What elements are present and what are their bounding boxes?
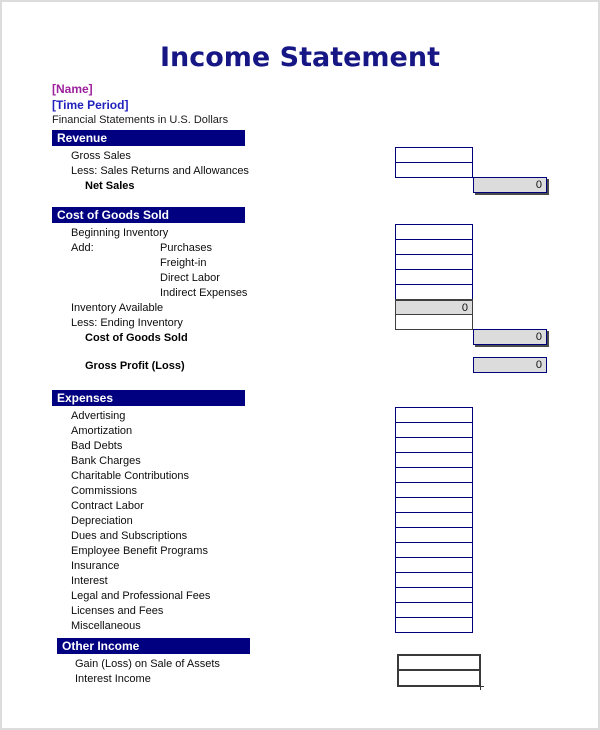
expense-label: Bank Charges [71,455,141,467]
beginning-inventory-input-cell[interactable] [395,224,473,240]
name-placeholder-cell[interactable]: [Name] [52,82,93,96]
expense-input-cell[interactable] [395,482,473,498]
row-label: Gross Sales [71,150,131,162]
freight-in-input-cell[interactable] [395,254,473,270]
section-header-cogs: Cost of Goods Sold [52,207,245,223]
sales-returns-input-cell[interactable] [395,162,473,178]
expense-input-cell[interactable] [395,407,473,423]
expense-input-cell[interactable] [395,452,473,468]
expense-input-cell[interactable] [395,422,473,438]
row-label: Add: [71,242,94,254]
section-header-expenses: Expenses [52,390,245,406]
expense-input-cell[interactable] [395,497,473,513]
row-label: Beginning Inventory [71,227,169,239]
indirect-expenses-input-cell[interactable] [395,284,473,300]
subtitle: Financial Statements in U.S. Dollars [52,114,229,126]
row-sublabel: Freight-in [160,257,207,269]
expense-input-cell[interactable] [395,437,473,453]
expense-input-cell[interactable] [395,542,473,558]
expense-input-cell[interactable] [395,617,473,633]
interest-income-input-cell[interactable] [399,671,479,685]
gross-profit-label: Gross Profit (Loss) [85,360,185,372]
row-label: Less: Ending Inventory [71,317,183,329]
gain-on-sale-input-cell[interactable] [399,656,479,669]
expense-label: Interest [71,575,108,587]
expense-label: Insurance [71,560,120,572]
expense-label: Amortization [71,425,133,437]
expense-label: Licenses and Fees [71,605,164,617]
purchases-input-cell[interactable] [395,239,473,255]
expense-label: Charitable Contributions [71,470,190,482]
expense-label: Advertising [71,410,126,422]
expense-label: Employee Benefit Programs [71,545,208,557]
row-sublabel: Direct Labor [160,272,220,284]
net-sales-total-cell: 0 [473,177,547,193]
direct-labor-input-cell[interactable] [395,269,473,285]
expense-input-cell[interactable] [395,572,473,588]
gross-sales-input-cell[interactable] [395,147,473,163]
expense-label: Dues and Subscriptions [71,530,188,542]
row-label: Gain (Loss) on Sale of Assets [75,658,220,670]
section-header-other-income: Other Income [57,638,250,654]
expense-input-cell[interactable] [395,467,473,483]
inventory-available-total-cell: 0 [395,299,473,315]
row-sublabel: Indirect Expenses [160,287,248,299]
page-title: Income Statement [159,42,441,73]
time-period-placeholder-cell[interactable]: [Time Period] [52,98,129,112]
row-sublabel: Purchases [160,242,212,254]
expense-label: Commissions [71,485,138,497]
row-label-total: Cost of Goods Sold [85,332,188,344]
expense-input-cell[interactable] [395,602,473,618]
expense-input-cell[interactable] [395,557,473,573]
other-income-cell-group [397,654,481,687]
row-label: Interest Income [75,673,151,685]
cogs-total-cell: 0 [473,329,547,345]
expense-label: Legal and Professional Fees [71,590,211,602]
row-label-total: Net Sales [85,180,135,192]
expense-label-clipped: Miscellaneous [71,620,141,629]
row-label: Less: Sales Returns and Allowances [71,165,249,177]
expense-label: Contract Labor [71,500,144,512]
expense-label: Bad Debts [71,440,123,452]
ending-inventory-input-cell[interactable] [395,314,473,330]
expense-input-cell[interactable] [395,527,473,543]
expense-input-cell[interactable] [395,587,473,603]
cell-selection-handle-mark [477,683,484,690]
expense-input-cell[interactable] [395,512,473,528]
row-label: Inventory Available [71,302,164,314]
expense-label: Depreciation [71,515,133,527]
gross-profit-total-cell: 0 [473,357,547,373]
section-header-revenue: Revenue [52,130,245,146]
